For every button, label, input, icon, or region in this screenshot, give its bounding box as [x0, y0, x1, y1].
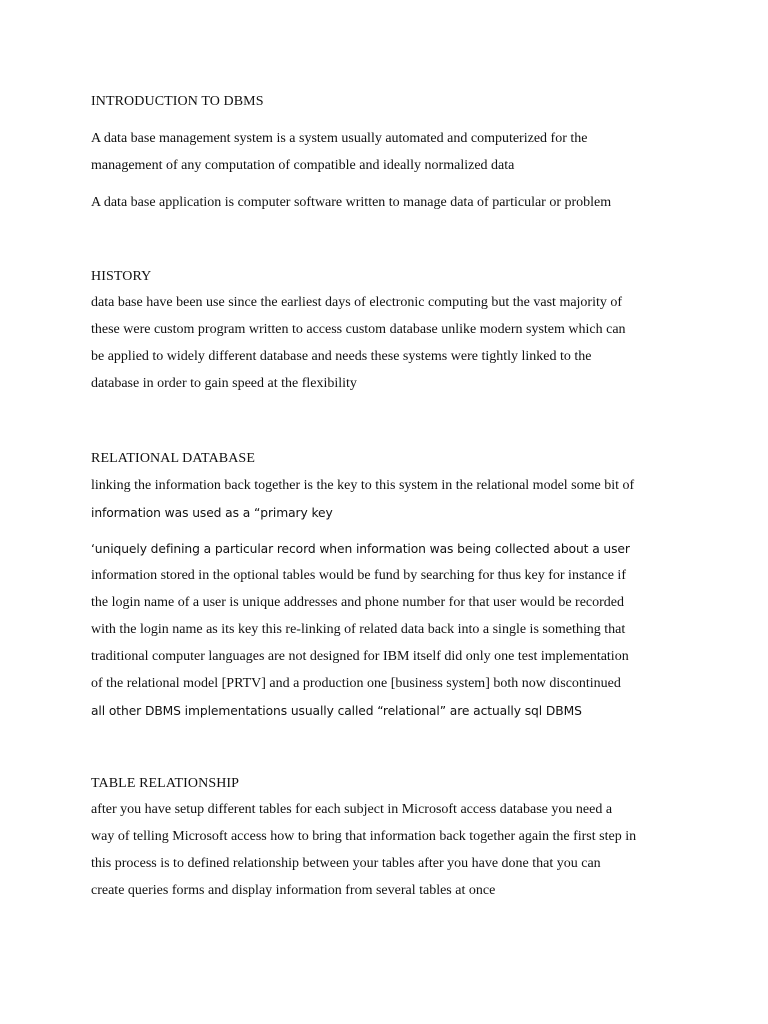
paragraph-line: the login name of a user is unique addresses and phone number for that user would be recorded — [91, 595, 625, 610]
paragraph-line: database in order to gain speed at the flexibility — [91, 376, 357, 391]
heading-history: HISTORY — [91, 269, 152, 284]
paragraph-line: this process is to defined relationship between your tables after you have done that you can — [91, 856, 601, 871]
paragraph-line: be applied to widely different database and needs these systems were tightly linked to the — [91, 349, 592, 364]
paragraph-line: of the relational model [PRTV] and a production one [business system] both now discontinued — [91, 676, 621, 691]
paragraph-line: traditional computer languages are not designed for IBM itself did only one test implementation — [91, 649, 629, 664]
paragraph-line: all other DBMS implementations usually called “relational” are actually sql DBMS — [91, 704, 582, 718]
heading-introduction: INTRODUCTION TO DBMS — [91, 94, 264, 109]
paragraph-line: linking the information back together is the key to this system in the relational model some bit of — [91, 478, 635, 493]
paragraph-line: ‘uniquely defining a particular record when information was being collected about a user — [91, 542, 630, 556]
paragraph-line: management of any computation of compatible and ideally normalized data — [91, 158, 515, 173]
paragraph-line: information was used as a “primary key — [91, 506, 333, 520]
paragraph-line: data base have been use since the earliest days of electronic computing but the vast majority of — [91, 295, 623, 310]
paragraph-line: create queries forms and display information from several tables at once — [91, 883, 496, 898]
paragraph-line: information stored in the optional tables would be fund by searching for thus key for instance if — [91, 568, 626, 583]
paragraph-line: A data base application is computer software written to manage data of particular or problem — [91, 195, 612, 210]
paragraph-line: these were custom program written to access custom database unlike modern system which can — [91, 322, 626, 337]
paragraph-line: way of telling Microsoft access how to bring that information back together again the first step in — [91, 829, 637, 844]
paragraph-line: with the login name as its key this re-linking of related data back into a single is something that — [91, 622, 626, 637]
paragraph-line: after you have setup different tables for each subject in Microsoft access database you need a — [91, 802, 613, 817]
heading-table-relationship: TABLE RELATIONSHIP — [91, 776, 240, 791]
heading-relational-database: RELATIONAL DATABASE — [91, 451, 255, 466]
paragraph-line: A data base management system is a system usually automated and computerized for the — [91, 131, 588, 146]
